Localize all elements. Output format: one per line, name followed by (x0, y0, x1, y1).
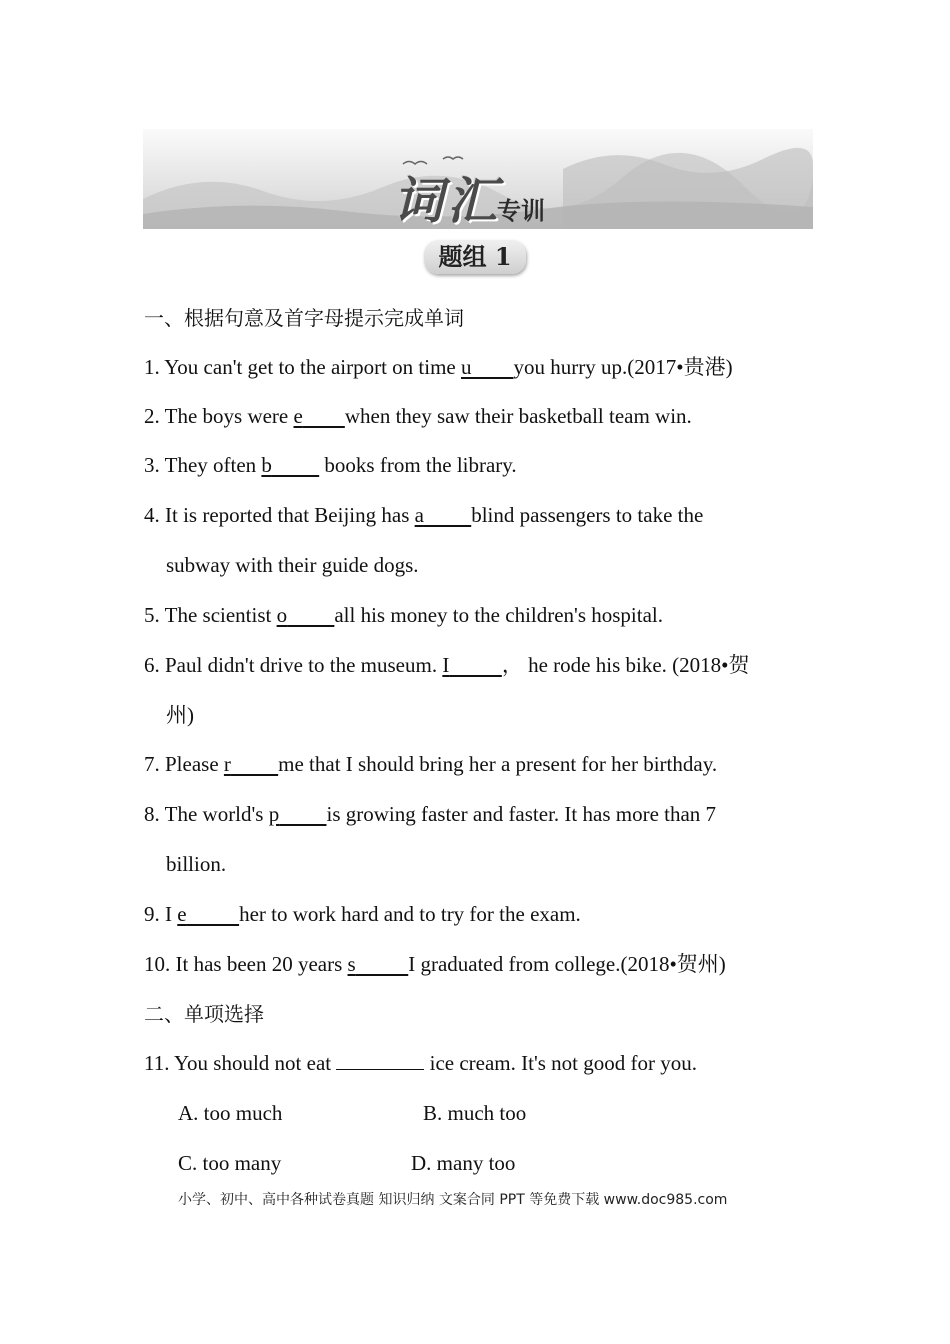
question-10: 10. It has been 20 years s I graduated from college.(2018•贺州) (144, 952, 726, 976)
question-2: 2. The boys were e when they saw their basketball team win. (144, 404, 692, 428)
answer-blank[interactable]: e (177, 902, 187, 926)
section1-heading: 一、根据句意及首字母提示完成单词 (144, 306, 464, 330)
answer-blank[interactable]: u (461, 355, 472, 379)
answer-blank[interactable]: r (223, 752, 231, 776)
question-5: 5. The scientist o all his money to the children's hospital. (144, 603, 664, 627)
option-c[interactable]: C. too many (178, 1151, 282, 1175)
question-8: 8. The world's p is growing faster and faster. It has more than 7 (144, 802, 717, 826)
question-9: 9. I e her to work hard and to try for the exam. (144, 902, 581, 926)
answer-blank[interactable]: I (442, 653, 450, 677)
question-6-continuation: 州) (166, 703, 194, 727)
option-d[interactable]: D. many too (411, 1151, 516, 1175)
section2-heading: 二、单项选择 (144, 1002, 264, 1026)
footer-text: 小学、初中、高中各种试卷真题 知识归纳 文案合同 PPT 等免费下载 www.doc985.com (178, 1192, 728, 1208)
option-b[interactable]: B. much too (423, 1101, 527, 1125)
question-4: 4. It is reported that Beijing has a blind passengers to take the (144, 503, 704, 527)
option-a[interactable]: A. too much (178, 1101, 283, 1125)
header-banner (143, 129, 813, 229)
answer-blank[interactable]: p (268, 802, 280, 826)
question-4-continuation: subway with their guide dogs. (166, 553, 419, 577)
question-11: 11. You should not eat ice cream. It's not good for you. (144, 1051, 697, 1075)
answer-blank[interactable]: a (414, 503, 424, 527)
question-3: 3. They often b books from the library. (144, 453, 517, 477)
answer-blank[interactable]: o (276, 603, 288, 627)
question-6: 6. Paul didn't drive to the museum. I ， he rode his bike. (2018•贺 (144, 653, 750, 677)
answer-blank[interactable]: e (293, 404, 303, 428)
question-1: 1. You can't get to the airport on time u you hurry up.(2017•贵港) (144, 355, 733, 379)
answer-blank[interactable]: b (261, 453, 272, 477)
answer-blank[interactable] (336, 1049, 424, 1070)
banner-subtitle: 专训 (497, 197, 545, 225)
question-7: 7. Please r me that I should bring her a present for her birthday. (144, 752, 718, 776)
answer-blank[interactable]: s (347, 952, 356, 976)
banner-title: 词汇 (393, 172, 501, 229)
question-8-continuation: billion. (166, 852, 227, 876)
group-label: 题组 1 (424, 240, 526, 274)
